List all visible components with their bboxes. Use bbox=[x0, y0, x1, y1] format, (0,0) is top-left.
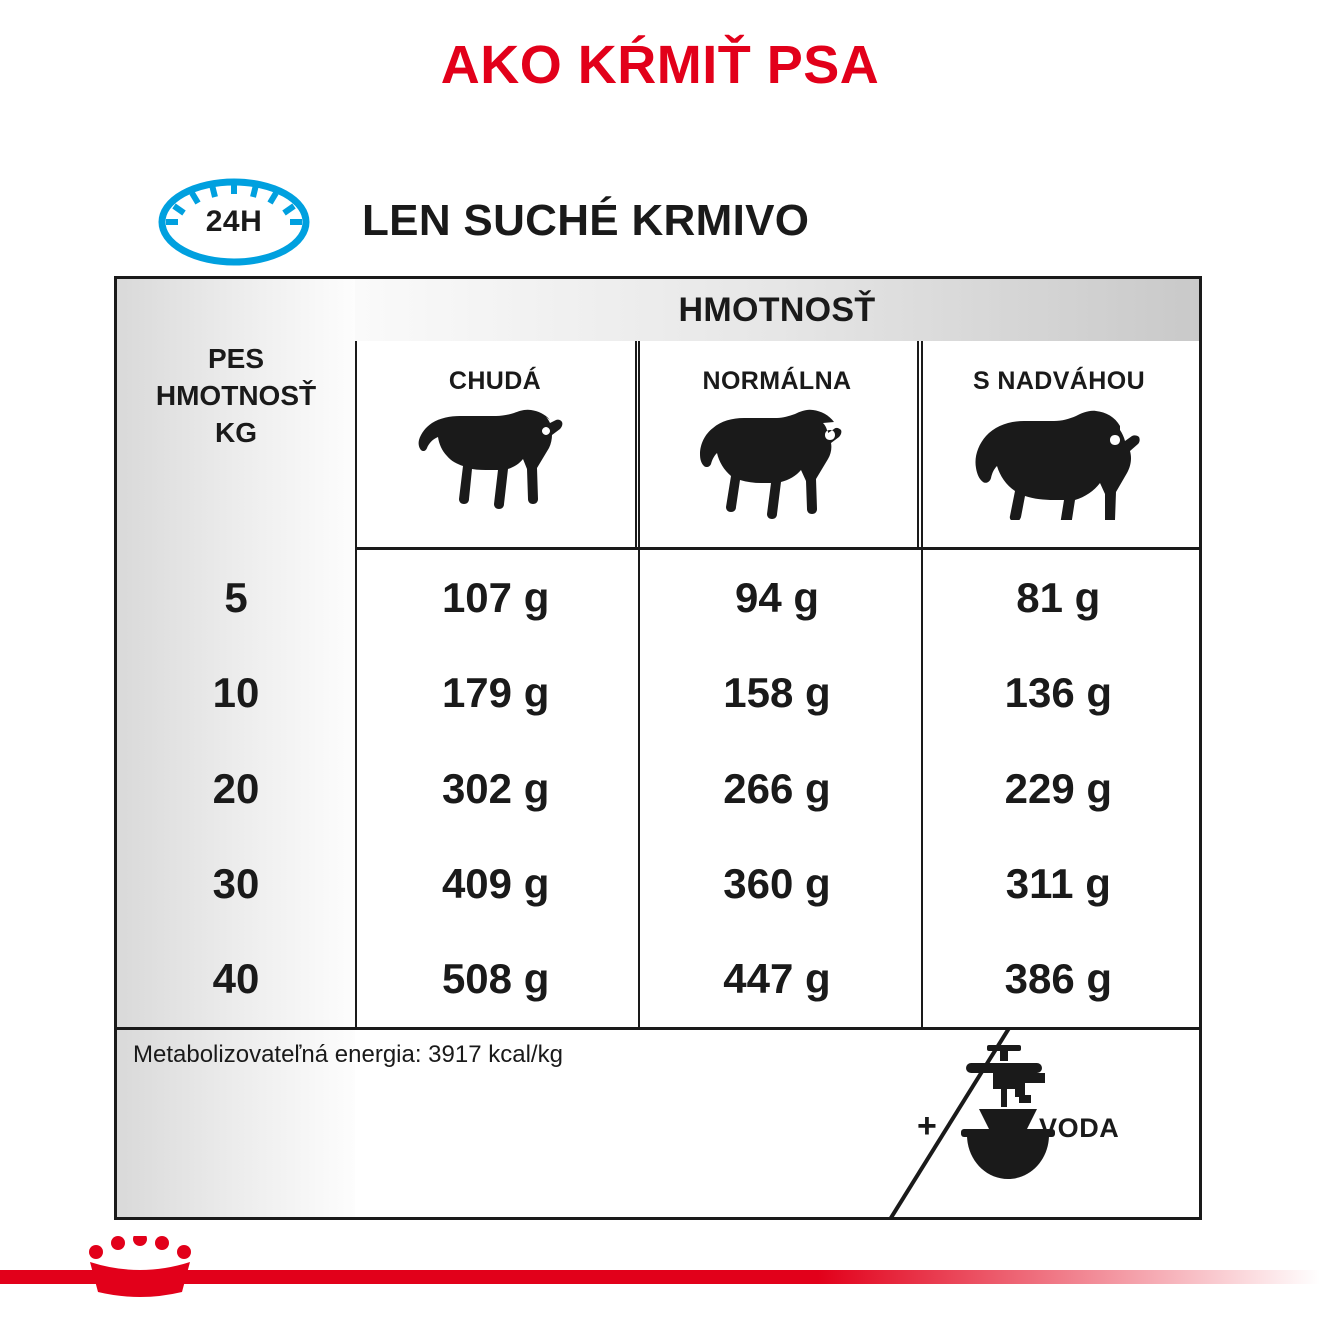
overweight-dog-icon bbox=[964, 402, 1154, 525]
row-value-normal: 94 g bbox=[734, 573, 820, 621]
water-label: VODA bbox=[1039, 1113, 1120, 1143]
row-weight: 5 bbox=[224, 573, 248, 621]
row-value-thin: 107 g bbox=[441, 573, 550, 621]
row-value-overweight: 229 g bbox=[1004, 764, 1113, 812]
table-row bbox=[117, 741, 1199, 836]
row-value-normal: 360 g bbox=[723, 859, 831, 907]
group-header-label: HMOTNOSŤ bbox=[678, 290, 876, 329]
condition-label: NORMÁLNA bbox=[702, 367, 852, 395]
row-value-thin: 409 g bbox=[441, 859, 550, 907]
row-value-thin: 508 g bbox=[441, 955, 550, 1003]
row-value-normal: 158 g bbox=[723, 669, 831, 717]
normal-dog-icon bbox=[682, 402, 872, 525]
table-row bbox=[117, 645, 1199, 740]
plus-sign: + bbox=[917, 1107, 937, 1145]
feeding-table bbox=[114, 276, 1202, 1220]
badge-label: 24H bbox=[205, 205, 263, 238]
row-value-overweight: 81 g bbox=[1016, 573, 1101, 621]
clock-24h-icon bbox=[152, 176, 316, 268]
condition-column-thin bbox=[355, 341, 635, 547]
table-body bbox=[117, 550, 1199, 1027]
row-value-overweight: 386 g bbox=[1004, 955, 1113, 1003]
condition-headers bbox=[355, 341, 1199, 547]
energy-note: Metabolizovateľná energia: 3917 kcal/kg bbox=[133, 1041, 563, 1068]
thin-dog-icon bbox=[400, 402, 590, 525]
row-value-thin: 302 g bbox=[441, 764, 550, 812]
condition-column-overweight bbox=[917, 341, 1199, 547]
condition-label: S NADVÁHOU bbox=[972, 367, 1146, 395]
page-title: AKO KŔMIŤ PSA bbox=[440, 35, 880, 95]
row-value-normal: 266 g bbox=[723, 764, 831, 812]
condition-label: CHUDÁ bbox=[448, 367, 542, 395]
row-weight: 40 bbox=[212, 955, 260, 1003]
table-row bbox=[117, 932, 1199, 1027]
section-heading: LEN SUCHÉ KRMIVO bbox=[362, 196, 810, 245]
row-weight: 20 bbox=[212, 764, 260, 812]
row-value-overweight: 311 g bbox=[1005, 859, 1111, 907]
weight-header-line-3: KG bbox=[215, 416, 257, 448]
water-corner bbox=[767, 1027, 1199, 1217]
weight-header-line-2: HMOTNOSŤ bbox=[155, 379, 317, 411]
row-value-overweight: 136 g bbox=[1004, 669, 1113, 717]
row-weight: 30 bbox=[212, 859, 260, 907]
weight-header-line-1: PES bbox=[207, 343, 265, 374]
table-row bbox=[117, 836, 1199, 931]
weight-column-header bbox=[117, 341, 355, 452]
royal-canin-crown-logo bbox=[74, 1236, 206, 1300]
row-value-thin: 179 g bbox=[441, 669, 550, 717]
table-group-header bbox=[355, 279, 1199, 341]
row-weight: 10 bbox=[212, 669, 260, 717]
condition-column-normal bbox=[635, 341, 917, 547]
row-value-normal: 447 g bbox=[723, 955, 831, 1003]
table-row bbox=[117, 550, 1199, 645]
